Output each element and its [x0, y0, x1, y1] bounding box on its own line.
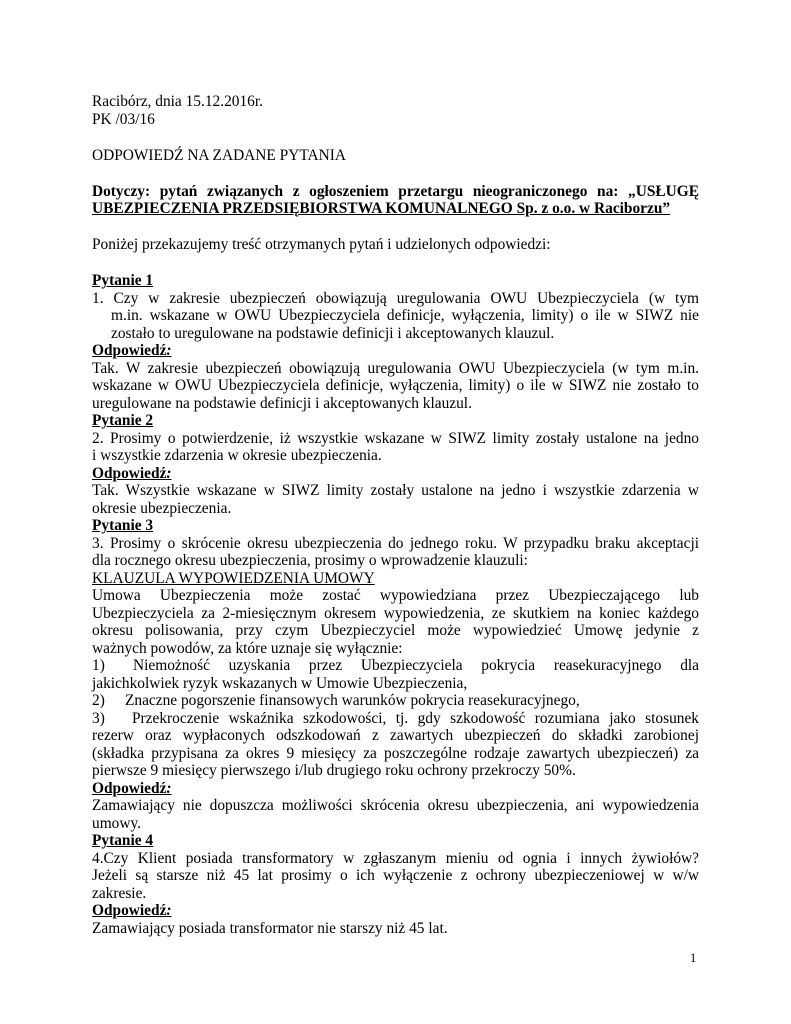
- clause-item-text: (składka przypisana za okres 9 miesięcy za poszczególne rodzaje zawartych ubezpieczeń) za: [92, 745, 699, 762]
- page-number: 1: [690, 951, 697, 965]
- clause-title: KLAUZULA WYPOWIEDZENIA UMOWY: [92, 570, 375, 587]
- question-1-heading: Pytanie 1: [92, 272, 154, 289]
- question-2-line: 2. Prosimy o potwierdzenie, iż wszystkie wskazane w SIWZ limity zostały ustalone na jedno: [92, 430, 699, 447]
- clause-line: Ubezpieczyciela za 2-miesięcznym okresem wypowiedzenia, ze skutkiem na koniec każdego: [92, 605, 699, 622]
- answer-3-line: umowy.: [92, 815, 142, 832]
- clause-item-text: Niemożność uzyskania przez Ubezpieczyciela pokrycia reasekuracyjnego dla: [133, 657, 699, 674]
- clause-item-number: 2): [92, 692, 105, 709]
- answer-1-line: Tak. W zakresie ubezpieczeń obowiązują uregulowania OWU Ubezpieczyciela (w tym m.in.: [92, 360, 699, 377]
- clause-line: Umowa Ubezpieczenia może zostać wypowiedziana przez Ubezpieczającego lub: [92, 587, 699, 604]
- subject-line-1: Dotyczy: pytań związanych z ogłoszeniem przetargu nieograniczonego na: „USŁUGĘ: [92, 183, 699, 200]
- question-4-heading: Pytanie 4: [92, 832, 154, 849]
- question-4-line: zakresie.: [92, 885, 147, 902]
- question-3-line: dla rocznego okresu ubezpieczenia, prosimy o wprowadzenie klauzuli:: [92, 552, 528, 569]
- clause-item-text: Przekroczenie wskaźnika szkodowości, tj. gdy szkodowość rozumiana jako stosunek: [132, 710, 699, 727]
- document-title: ODPOWIEDŹ NA ZADANE PYTANIA: [92, 147, 346, 164]
- clause-item-number: 1): [92, 657, 105, 674]
- answer-2-line: okresie ubezpieczenia.: [92, 500, 232, 517]
- answer-3-line: Zamawiający nie dopuszcza możliwości skrócenia okresu ubezpieczenia, ani wypowiedzenia: [92, 797, 699, 814]
- question-2-line: i wszystkie zdarzenia w okresie ubezpieczenia.: [92, 447, 382, 464]
- answer-4-line: Zamawiający posiada transformator nie starszy niż 45 lat.: [92, 920, 448, 937]
- answer-1-line: uregulowane na podstawie definicji i akceptowanych klauzul.: [92, 395, 472, 412]
- question-2-heading: Pytanie 2: [92, 412, 154, 429]
- question-1-line: m.in. wskazane w OWU Ubezpieczyciela definicje, wyłączenia, limity) o ile w SIWZ nie: [111, 307, 699, 324]
- clause-line: okresu polisowania, przy czym Ubezpieczyciel może wypowiedzieć Umowę jedynie z: [92, 622, 699, 639]
- clause-item-1: [92, 657, 699, 675]
- answer-3-heading: Odpowiedź:: [92, 780, 172, 797]
- clause-item-3: [92, 710, 699, 728]
- clause-item-text: Znaczne pogorszenie finansowych warunków pokrycia reasekuracyjnego,: [125, 692, 580, 709]
- question-1-line: zostało to uregulowane na podstawie definicji i akceptowanych klauzul.: [111, 325, 555, 342]
- clause-line: ważnych powodów, za które uznaje się wyłącznie:: [92, 640, 403, 657]
- intro-text: Poniżej przekazujemy treść otrzymanych pytań i udzielonych odpowiedzi:: [92, 236, 551, 253]
- clause-item-2: [92, 692, 580, 710]
- question-1-line: 1. Czy w zakresie ubezpieczeń obowiązują uregulowania OWU Ubezpieczyciela (w tym: [92, 290, 699, 307]
- clause-item-text: rezerw oraz wypłaconych odszkodowań z zawartych ubezpieczeń do składki zarobionej: [92, 727, 699, 744]
- place-date: Racibórz, dnia 15.12.2016r.: [92, 93, 263, 110]
- answer-2-line: Tak. Wszystkie wskazane w SIWZ limity zostały ustalone na jedno i wszystkie zdarzenia w: [92, 482, 699, 499]
- clause-item-text: jakichkolwiek ryzyk wskazanych w Umowie Ubezpieczenia,: [92, 675, 468, 692]
- answer-2-heading: Odpowiedź:: [92, 465, 172, 482]
- answer-4-heading: Odpowiedź:: [92, 902, 172, 919]
- clause-item-number: 3): [92, 710, 105, 727]
- question-3-heading: Pytanie 3: [92, 517, 154, 534]
- reference-number: PK /03/16: [92, 111, 155, 128]
- subject-line-2: UBEZPIECZENIA PRZEDSIĘBIORSTWA KOMUNALNEGO Sp. z o.o. w Raciborzu”: [92, 200, 671, 217]
- answer-1-line: wskazane w OWU Ubezpieczyciela definicje, wyłączenia, limity) o ile w SIWZ nie zostało to: [92, 377, 699, 394]
- question-4-line: 4.Czy Klient posiada transformatory w zgłaszanym mieniu od ognia i innych żywiołów?: [92, 850, 699, 867]
- answer-1-heading: Odpowiedź:: [92, 342, 172, 359]
- question-4-line: Jeżeli są starsze niż 45 lat prosimy o ich wyłączenie z ochrony ubezpieczeniowej w w/w: [92, 867, 699, 884]
- question-3-line: 3. Prosimy o skrócenie okresu ubezpieczenia do jednego roku. W przypadku braku akceptacji: [92, 535, 699, 552]
- clause-item-text: pierwsze 9 miesięcy pierwszego i/lub drugiego roku ochrony przekroczy 50%.: [92, 762, 576, 779]
